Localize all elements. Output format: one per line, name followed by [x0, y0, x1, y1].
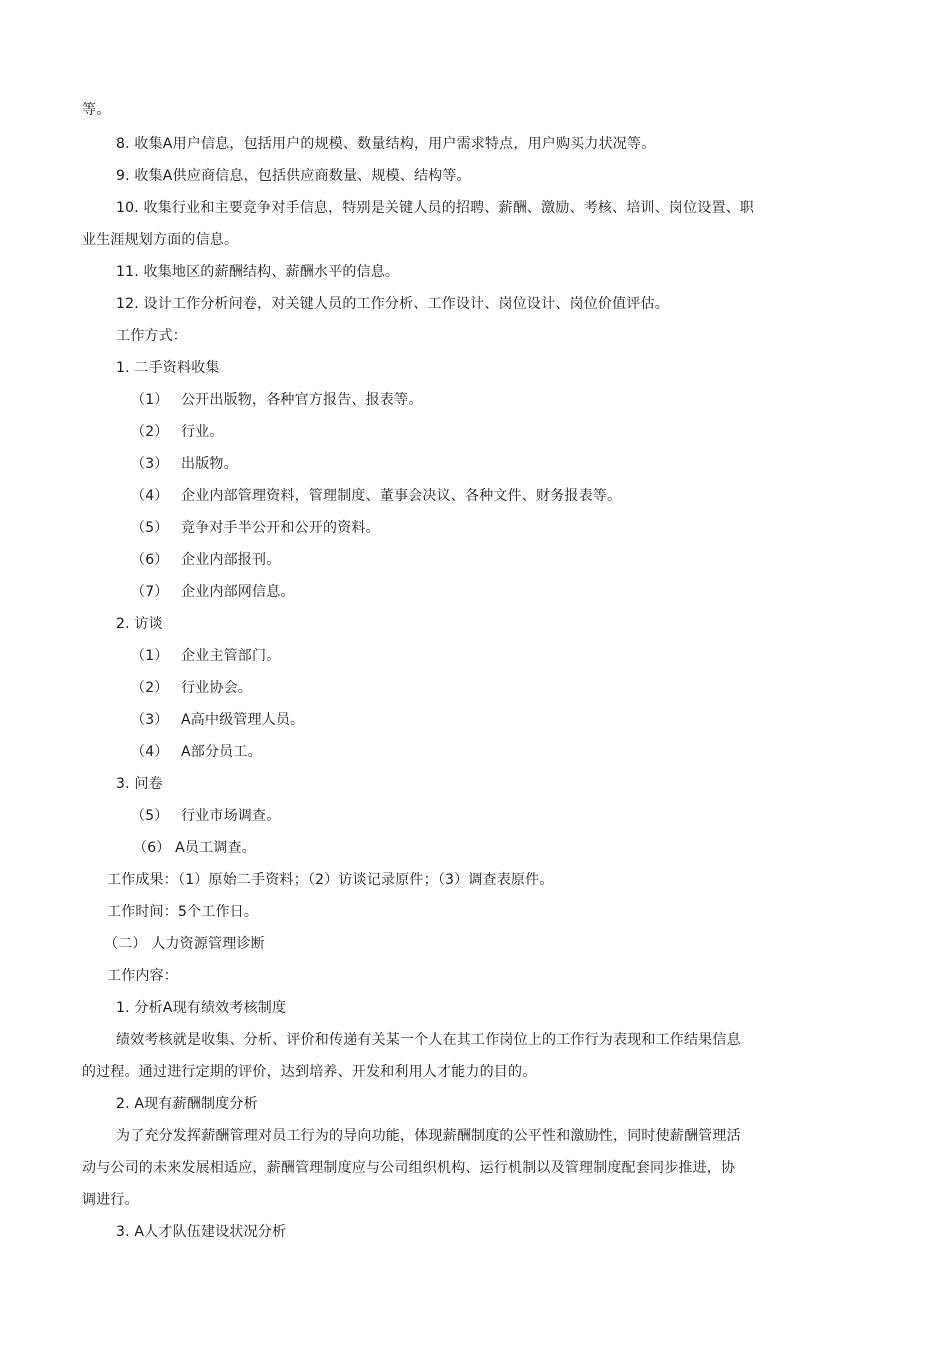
list-item-11: 11. 收集地区的薪酬结构、薪酬水平的信息。 — [116, 264, 400, 280]
paragraph-line: 的过程。通过进行定期的评价，达到培养、开发和利用人才能力的目的。 — [82, 1064, 537, 1080]
sub-item-text: 行业协会。 — [181, 680, 252, 696]
paragraph-line: 调进行。 — [82, 1192, 139, 1208]
sub-item — [131, 487, 621, 505]
list-item-8: 8. 收集A用户信息，包括用户的规模、数量结构，用户需求特点，用户购买力状况等。 — [116, 136, 656, 152]
content-1-heading: 1. 分析A现有绩效考核制度 — [116, 1000, 287, 1016]
sub-item — [131, 583, 295, 601]
sub-item-number: （5） — [131, 808, 169, 824]
sub-item-number: （2） — [131, 680, 169, 696]
sub-item: （6） A员工调查。 — [133, 840, 256, 856]
sub-item — [131, 679, 252, 697]
sub-item — [131, 551, 280, 569]
list-item-9: 9. 收集A供应商信息，包括供应商数量、规模、结构等。 — [116, 168, 471, 184]
work-time: 工作时间：5个工作日。 — [107, 904, 259, 920]
sub-item-text: 企业内部管理资料，管理制度、董事会决议、各种文件、财务报表等。 — [181, 488, 622, 504]
sub-item-text: 出版物。 — [181, 456, 238, 472]
sub-item-text: 企业内部报刊。 — [181, 552, 281, 568]
sub-item-text: 企业内部网信息。 — [181, 584, 295, 600]
sub-item-text: 企业主管部门。 — [181, 648, 281, 664]
sub-item-number: （7） — [131, 584, 169, 600]
sub-item-text: A部分员工。 — [181, 744, 262, 760]
sub-item-number: （1） — [131, 392, 169, 408]
sub-item-number: （4） — [131, 488, 169, 504]
sub-item-text: 行业。 — [181, 424, 224, 440]
sub-item — [131, 743, 262, 761]
section-heading: （二） 人力资源管理诊断 — [104, 936, 265, 952]
work-content-label: 工作内容： — [107, 968, 178, 984]
list-item-10: 10. 收集行业和主要竞争对手信息，特别是关键人员的招聘、薪酬、激励、考核、培训、岗位设置、职 — [116, 200, 755, 216]
method-2-heading: 2. 访谈 — [116, 616, 163, 632]
paragraph-line: 为了充分发挥薪酬管理对员工行为的导向功能，体现薪酬制度的公平性和激励性，同时使薪酬管理活 — [116, 1128, 741, 1144]
sub-item-text: 竞争对手半公开和公开的资料。 — [181, 520, 380, 536]
sub-item — [131, 647, 280, 665]
work-results: 工作成果：（1）原始二手资料；（2）访谈记录原件；（3）调查表原件。 — [107, 872, 554, 888]
sub-item — [131, 807, 280, 825]
sub-item — [131, 519, 380, 537]
sub-item-number: （1） — [131, 648, 169, 664]
sub-item — [131, 455, 238, 473]
sub-item — [131, 423, 224, 441]
sub-item-text: 行业市场调查。 — [181, 808, 281, 824]
sub-item-number: （3） — [131, 712, 169, 728]
list-item-12: 12. 设计工作分析问卷，对关键人员的工作分析、工作设计、岗位设计、岗位价值评估。 — [116, 296, 669, 312]
paragraph-line: 动与公司的未来发展相适应，薪酬管理制度应与公司组织机构、运行机制以及管理制度配套同步推进，协 — [82, 1160, 736, 1176]
sub-item-number: （2） — [131, 424, 169, 440]
method-3-heading: 3. 问卷 — [116, 776, 163, 792]
sub-item — [131, 391, 422, 409]
paragraph-continuation: 等。 — [82, 102, 111, 118]
sub-item — [131, 711, 304, 729]
list-item-10-continuation: 业生涯规划方面的信息。 — [82, 232, 239, 248]
sub-item-text: A高中级管理人员。 — [181, 712, 305, 728]
sub-item-number: （3） — [131, 456, 169, 472]
sub-item-number: （5） — [131, 520, 169, 536]
content-2-heading: 2. A现有薪酬制度分析 — [116, 1096, 258, 1112]
work-method-label: 工作方式： — [116, 328, 187, 344]
method-1-heading: 1. 二手资料收集 — [116, 360, 220, 376]
paragraph-line: 绩效考核就是收集、分析、评价和传递有关某一个人在其工作岗位上的工作行为表现和工作结果信息 — [116, 1032, 741, 1048]
content-3-heading: 3. A人才队伍建设状况分析 — [116, 1224, 287, 1240]
sub-item-number: （4） — [131, 744, 169, 760]
sub-item-number: （6） — [131, 552, 169, 568]
sub-item-text: 公开出版物，各种官方报告、报表等。 — [181, 392, 423, 408]
